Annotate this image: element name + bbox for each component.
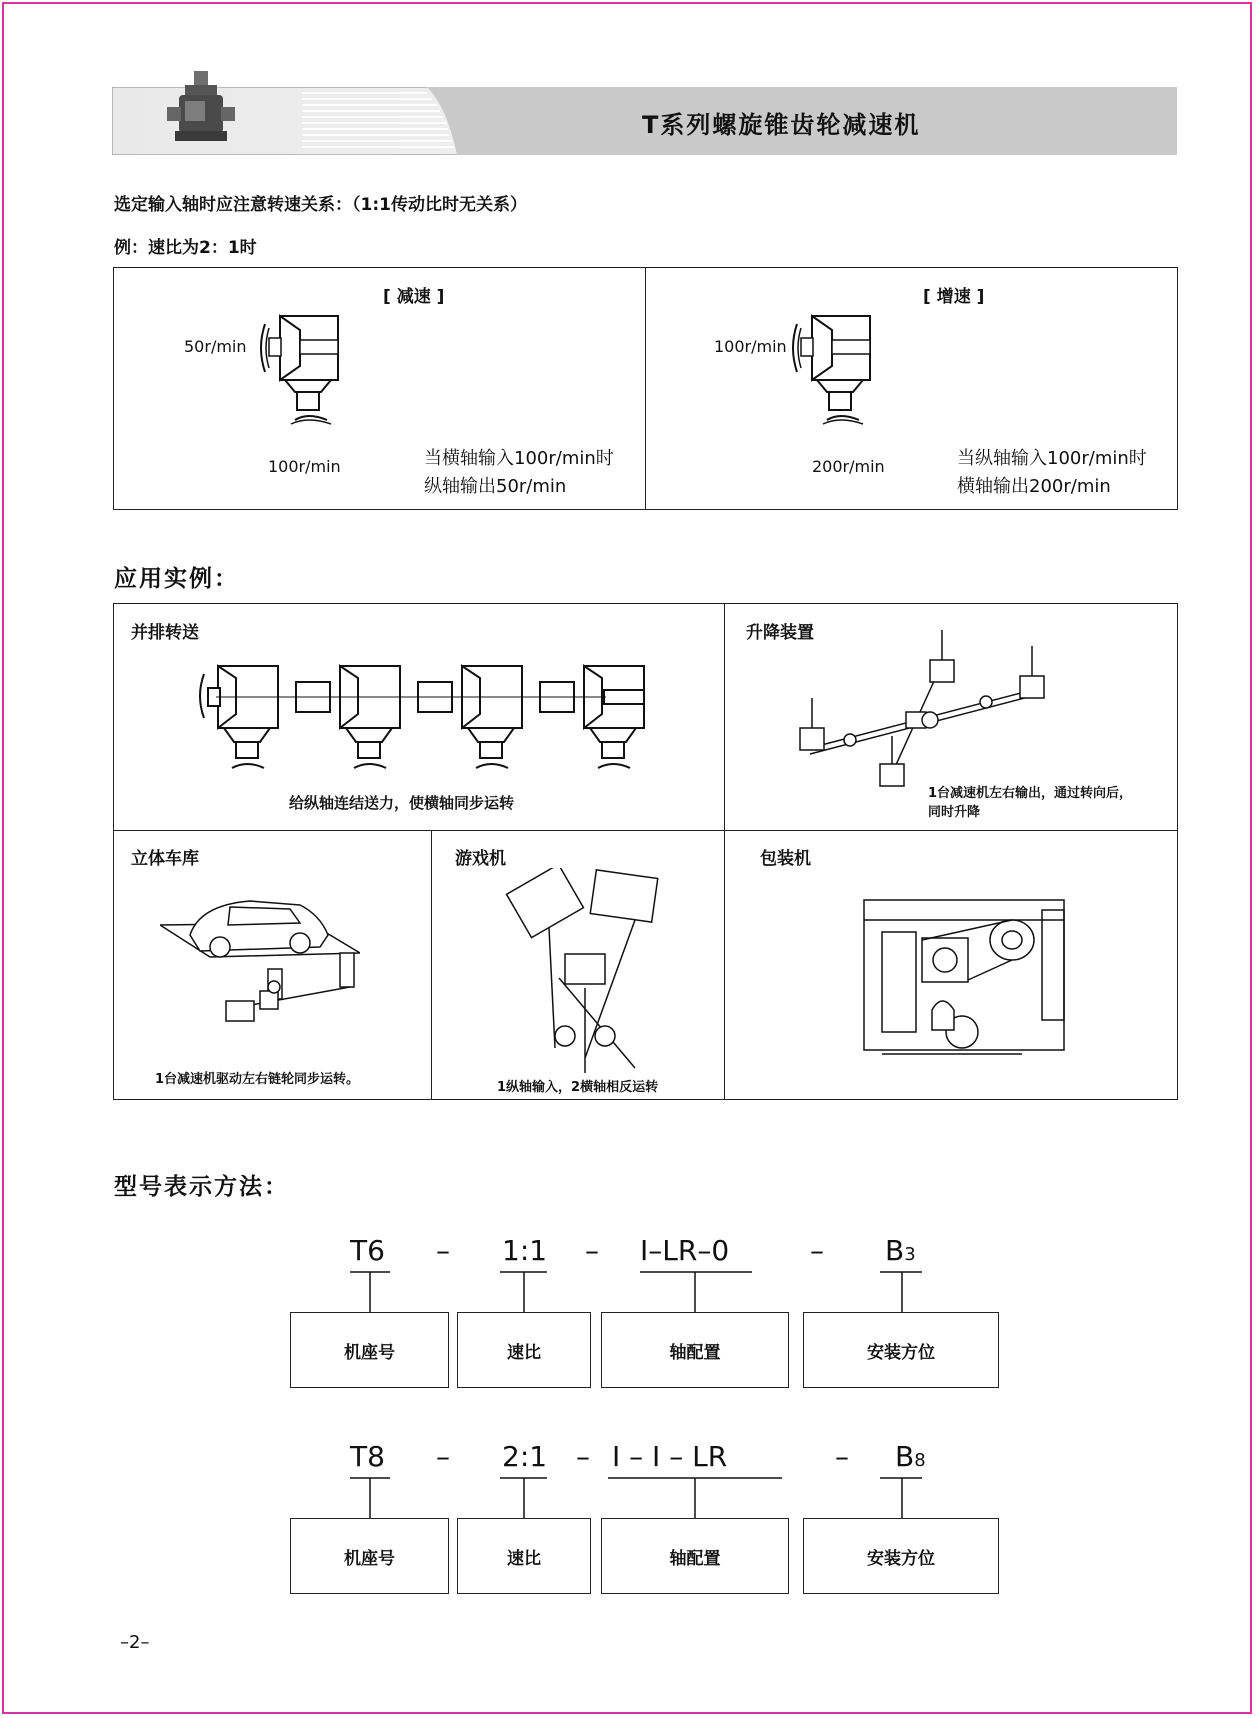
page-title: T系列螺旋锥齿轮减速机 bbox=[642, 111, 921, 139]
row1-mount-code bbox=[885, 1234, 916, 1267]
row2-seat-label: 机座号 bbox=[290, 1518, 449, 1594]
model-heading: 型号表示方法： bbox=[114, 1174, 289, 1200]
row1-ratio-label: 速比 bbox=[457, 1312, 591, 1388]
row1-seat-code: T6 bbox=[350, 1234, 385, 1267]
increase-gearbox-diagram bbox=[787, 312, 887, 432]
applications-heading: 应用实例： bbox=[114, 566, 239, 592]
speed-note: 选定输入轴时应注意转速关系：（1:1传动比时无关系） bbox=[114, 195, 527, 215]
row2-dash1: – bbox=[436, 1440, 450, 1473]
garage-caption: 1台减速机驱动左右链轮同步运转。 bbox=[155, 1072, 360, 1087]
lifting-caption-line1: 1台减速机左右输出，通过转向后， bbox=[928, 786, 1133, 801]
reduce-input-speed: 50r/min bbox=[184, 337, 247, 356]
row2-mount-sub: 8 bbox=[914, 1450, 926, 1471]
row1-shaft-label: 轴配置 bbox=[601, 1312, 789, 1388]
row1-shaft-code: I–LR–0 bbox=[640, 1234, 730, 1267]
row1-dash3: – bbox=[810, 1234, 824, 1267]
reduce-title: [ 减速 ] bbox=[383, 287, 445, 307]
lifting-device-diagram bbox=[790, 628, 1070, 788]
game-title: 游戏机 bbox=[455, 849, 506, 869]
row1-dash2: – bbox=[585, 1234, 599, 1267]
game-machine-diagram bbox=[505, 868, 685, 1078]
game-caption: 1纵轴输入，2横轴相反运转 bbox=[497, 1080, 659, 1095]
increase-output-speed: 200r/min bbox=[812, 457, 885, 476]
row1-mount-label: 安装方位 bbox=[803, 1312, 999, 1388]
row1-mount-letter: B bbox=[885, 1234, 905, 1267]
row1-ratio-code: 1:1 bbox=[502, 1234, 548, 1267]
lifting-caption-line2: 同时升降 bbox=[928, 805, 981, 820]
parallel-title: 并排转送 bbox=[131, 623, 199, 643]
row1-dash1: – bbox=[436, 1234, 450, 1267]
row2-ratio-code: 2:1 bbox=[502, 1440, 548, 1473]
packing-title: 包装机 bbox=[760, 849, 811, 869]
increase-desc-line1: 当纵轴输入100r/min时 bbox=[957, 448, 1147, 469]
row2-shaft-label: 轴配置 bbox=[601, 1518, 789, 1594]
garage-title: 立体车库 bbox=[131, 849, 199, 869]
row2-mount-code bbox=[895, 1440, 926, 1473]
increase-desc-line2: 横轴输出200r/min bbox=[957, 476, 1111, 497]
row2-dash3: – bbox=[835, 1440, 849, 1473]
grid-hline bbox=[113, 830, 1178, 831]
speed-table-divider bbox=[645, 267, 646, 510]
row1-mount-sub: 3 bbox=[904, 1244, 916, 1265]
reduce-desc-line2: 纵轴输出50r/min bbox=[424, 476, 567, 497]
reduce-desc-line1: 当横轴输入100r/min时 bbox=[424, 448, 614, 469]
row1-seat-label: 机座号 bbox=[290, 1312, 449, 1388]
reduce-gearbox-diagram bbox=[255, 312, 355, 432]
row2-dash2: – bbox=[576, 1440, 590, 1473]
row2-mount-label: 安装方位 bbox=[803, 1518, 999, 1594]
increase-title: [ 增速 ] bbox=[923, 287, 985, 307]
increase-input-speed: 100r/min bbox=[714, 337, 787, 356]
row2-shaft-code: I – I – LR bbox=[612, 1440, 728, 1473]
packing-machine-diagram bbox=[862, 880, 1082, 1060]
lifting-title: 升降装置 bbox=[746, 623, 814, 643]
page-number: –2– bbox=[120, 1632, 150, 1653]
parallel-transfer-diagram bbox=[196, 656, 706, 776]
header-banner bbox=[112, 87, 1177, 155]
speed-example: 例：速比为2：1时 bbox=[114, 238, 257, 258]
grid-vline-2 bbox=[431, 830, 432, 1100]
parallel-caption: 给纵轴连结送力，使横轴同步运转 bbox=[289, 794, 515, 812]
gearbox-icon bbox=[167, 71, 237, 151]
grid-vline-1 bbox=[724, 603, 725, 1100]
reduce-output-speed: 100r/min bbox=[268, 457, 341, 476]
row2-seat-code: T8 bbox=[350, 1440, 385, 1473]
garage-diagram bbox=[160, 895, 360, 1045]
row2-mount-letter: B bbox=[895, 1440, 915, 1473]
row2-ratio-label: 速比 bbox=[457, 1518, 591, 1594]
